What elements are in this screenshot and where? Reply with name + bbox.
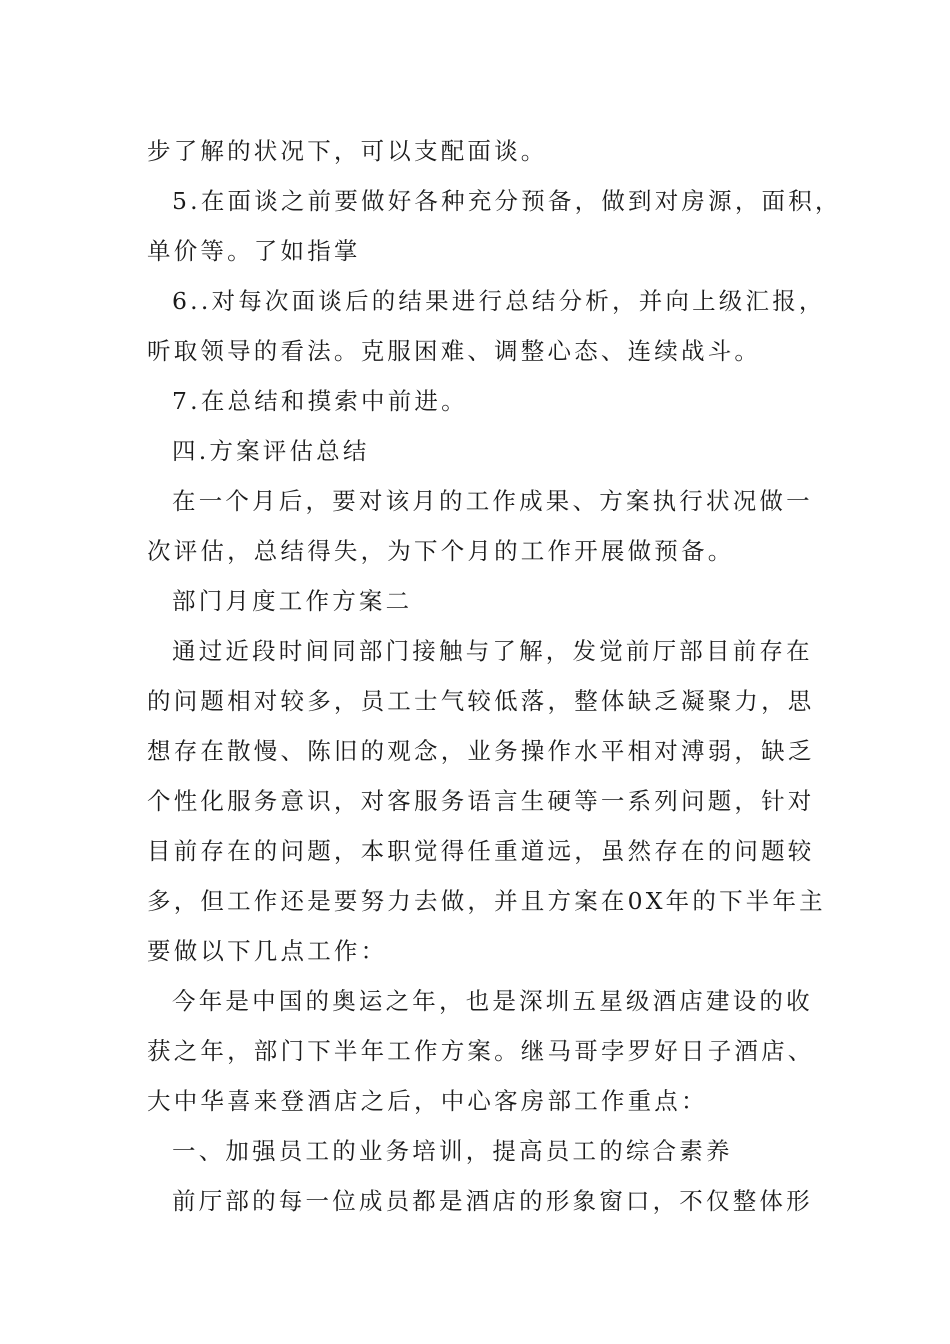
paragraph-line: 前厅部的每一位成员都是酒店的形象窗口，不仅整体形 xyxy=(172,1187,813,1215)
text-line: 单价等。了如指掌 xyxy=(147,237,361,265)
list-item-7: 7.在总结和摸索中前进。 xyxy=(172,387,468,415)
text-line: 次评估，总结得失，为下个月的工作开展做预备。 xyxy=(147,537,735,565)
text-line: 步了解的状况下，可以支配面谈。 xyxy=(147,137,548,165)
section-heading: 四.方案评估总结 xyxy=(172,437,370,465)
text-line: 听取领导的看法。克服困难、调整心态、连续战斗。 xyxy=(147,337,762,365)
text-line: 获之年，部门下半年工作方案。继马哥孛罗好日子酒店、 xyxy=(147,1037,815,1065)
section-title: 部门月度工作方案二 xyxy=(172,587,413,615)
text-line: 个性化服务意识，对客服务语言生硬等一系列问题，针对 xyxy=(147,787,815,815)
paragraph-line: 今年是中国的奥运之年，也是深圳五星级酒店建设的收 xyxy=(172,987,813,1015)
text-line: 要做以下几点工作： xyxy=(147,937,388,965)
paragraph-line: 在一个月后，要对该月的工作成果、方案执行状况做一 xyxy=(172,487,813,515)
list-item-5: 5.在面谈之前要做好各种充分预备，做到对房源，面积， xyxy=(172,187,842,215)
text-line: 目前存在的问题，本职觉得任重道远，虽然存在的问题较 xyxy=(147,837,815,865)
list-item-6: 6..对每次面谈后的结果进行总结分析，并向上级汇报， xyxy=(172,287,826,315)
text-line: 大中华喜来登酒店之后，中心客房部工作重点： xyxy=(147,1087,708,1115)
text-line: 的问题相对较多，员工士气较低落，整体缺乏凝聚力，思 xyxy=(147,687,815,715)
section-heading: 一、加强员工的业务培训，提高员工的综合素养 xyxy=(172,1137,733,1165)
paragraph-line: 通过近段时间同部门接触与了解，发觉前厅部目前存在 xyxy=(172,637,813,665)
text-line: 想存在散慢、陈旧的观念，业务操作水平相对溥弱，缺乏 xyxy=(147,737,815,765)
text-line: 多，但工作还是要努力去做，并且方案在0X年的下半年主 xyxy=(147,887,826,915)
